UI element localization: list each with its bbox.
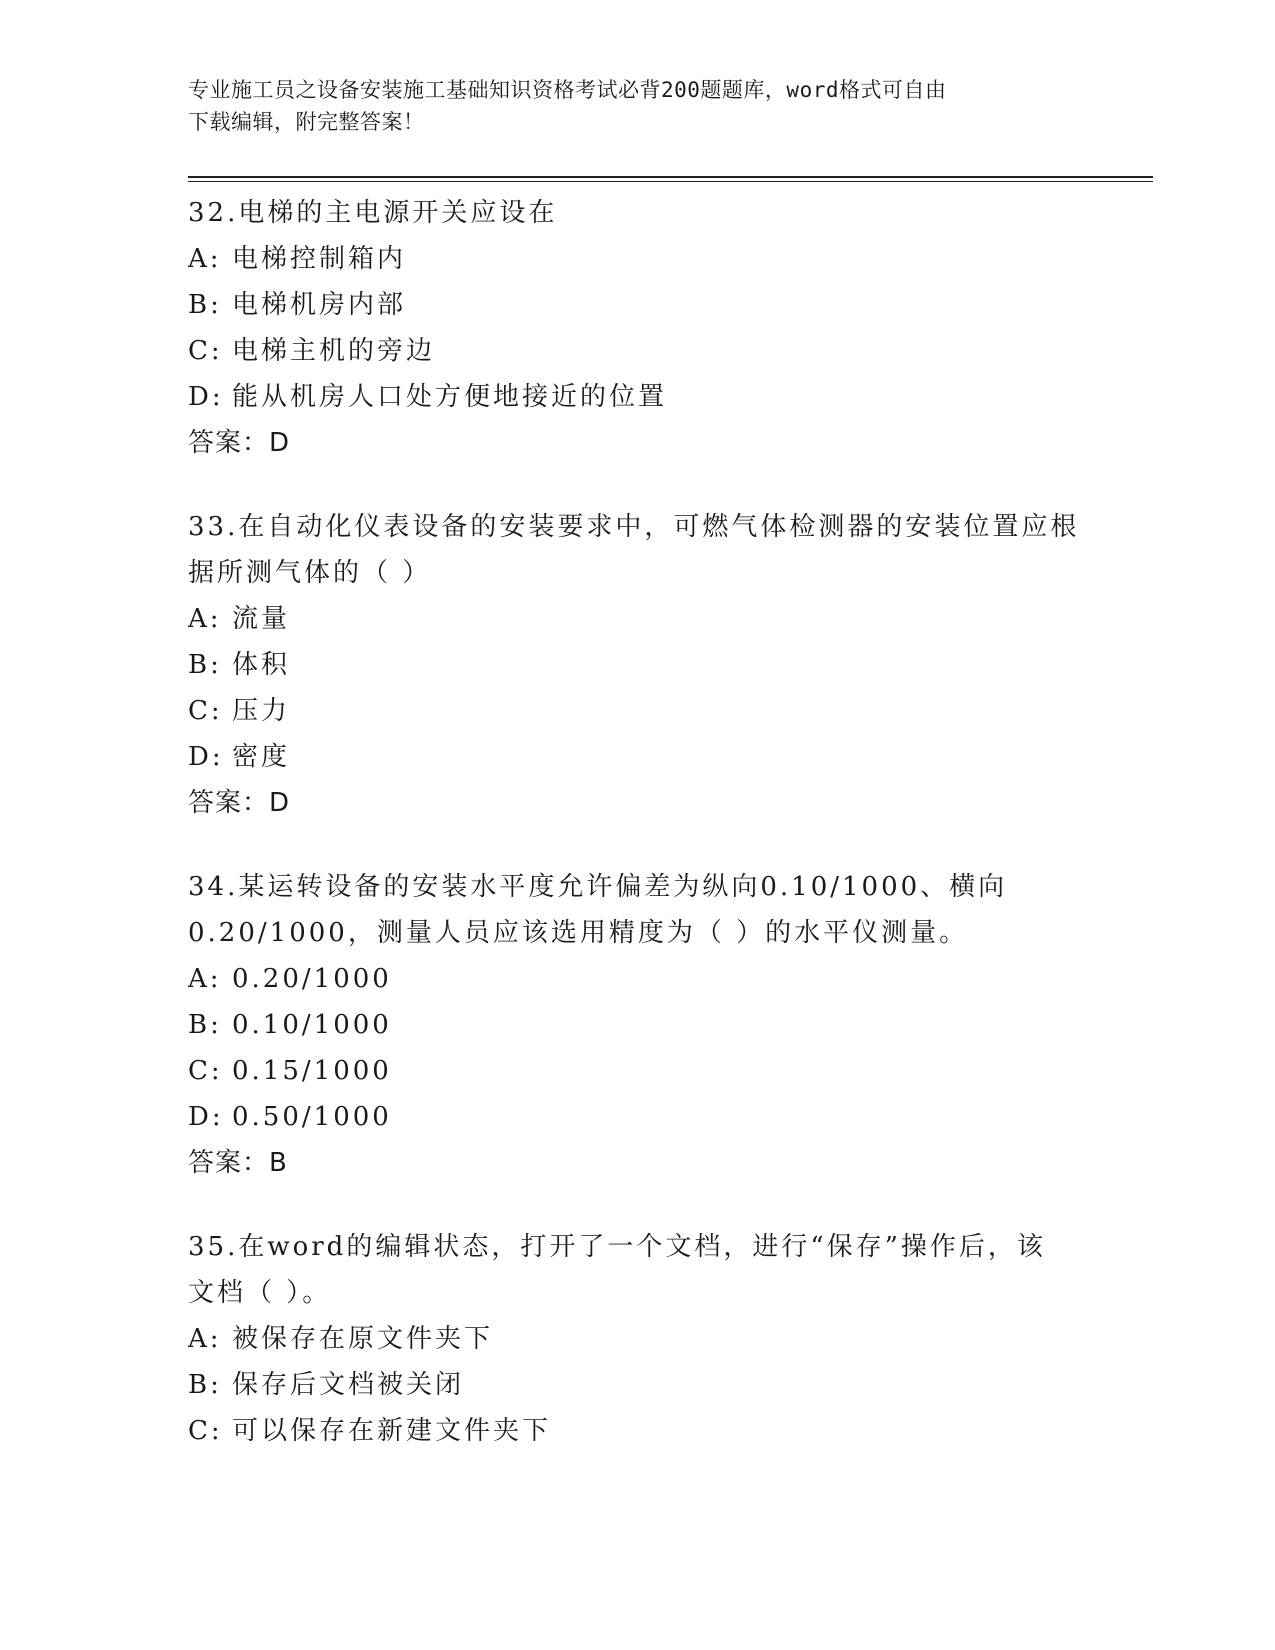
question-spacer (188, 466, 1088, 504)
answer-line: 答案：B (188, 1148, 288, 1178)
option-text: 能从机房人口处方便地接近的位置 (232, 382, 668, 412)
option-key: D: (188, 742, 224, 772)
option-c (188, 688, 1088, 734)
question-stem-line-1: 34.某运转设备的安装水平度允许偏差为纵向0.10/1000、横向 (188, 872, 1008, 902)
option-key: A: (188, 604, 222, 634)
option-key: C: (188, 1056, 223, 1086)
option-text: 0.50/1000 (232, 1102, 392, 1132)
option-key: D: (188, 1102, 224, 1132)
option-b (188, 642, 1088, 688)
question-spacer (188, 1186, 1088, 1224)
option-b (188, 1362, 1088, 1408)
header-divider-thick (188, 176, 1153, 178)
question-stem-line-2: 据所测气体的（ ） (188, 558, 432, 588)
option-text: 体积 (232, 650, 291, 680)
option-a (188, 956, 1088, 1002)
option-key: C: (188, 696, 223, 726)
header-line-2: 下载编辑，附完整答案！ (188, 110, 425, 134)
option-key: D: (188, 382, 224, 412)
option-c (188, 1048, 1088, 1094)
option-a (188, 236, 1088, 282)
option-d (188, 374, 1088, 420)
question-32 (188, 190, 1088, 466)
option-text: 可以保存在新建文件夹下 (232, 1416, 552, 1446)
question-34 (188, 864, 1088, 1186)
option-b (188, 1002, 1088, 1048)
question-33 (188, 504, 1088, 826)
option-key: A: (188, 1324, 222, 1354)
question-stem-line-2: 文档（ ）。 (188, 1278, 332, 1308)
option-text: 压力 (232, 696, 291, 726)
option-c (188, 328, 1088, 374)
question-stem-line-1: 35.在word的编辑状态，打开了一个文档，进行“保存”操作后，该 (188, 1232, 1046, 1262)
document-header (188, 74, 1068, 138)
option-text: 0.10/1000 (232, 1010, 392, 1040)
question-stem: 32.电梯的主电源开关应设在 (188, 198, 558, 228)
option-d (188, 734, 1088, 780)
answer-line: 答案：D (188, 788, 291, 818)
question-spacer (188, 826, 1088, 864)
option-text: 0.15/1000 (232, 1056, 392, 1086)
option-key: A: (188, 964, 222, 994)
option-key: A: (188, 244, 222, 274)
option-b (188, 282, 1088, 328)
option-text: 流量 (232, 604, 291, 634)
option-text: 被保存在原文件夹下 (232, 1324, 494, 1354)
option-text: 电梯主机的旁边 (232, 336, 436, 366)
option-text: 0.20/1000 (232, 964, 392, 994)
option-text: 密度 (232, 742, 291, 772)
option-key: B: (188, 1010, 222, 1040)
option-d (188, 1094, 1088, 1140)
question-35 (188, 1224, 1088, 1454)
option-text: 电梯机房内部 (232, 290, 407, 320)
option-key: B: (188, 650, 222, 680)
option-a (188, 1316, 1088, 1362)
question-list (188, 190, 1088, 1454)
question-stem-line-2: 0.20/1000，测量人员应该选用精度为（ ）的水平仪测量。 (188, 918, 969, 948)
option-text: 电梯控制箱内 (232, 244, 407, 274)
option-key: C: (188, 1416, 223, 1446)
option-text: 保存后文档被关闭 (232, 1370, 465, 1400)
header-line-1: 专业施工员之设备安装施工基础知识资格考试必背200题题库，word格式可自由 (188, 78, 947, 102)
question-stem-line-1: 33.在自动化仪表设备的安装要求中，可燃气体检测器的安装位置应根 (188, 512, 1080, 542)
option-key: B: (188, 1370, 222, 1400)
answer-line: 答案：D (188, 428, 291, 458)
option-key: B: (188, 290, 222, 320)
header-divider-thin (188, 181, 1153, 182)
option-a (188, 596, 1088, 642)
option-key: C: (188, 336, 223, 366)
option-c (188, 1408, 1088, 1454)
